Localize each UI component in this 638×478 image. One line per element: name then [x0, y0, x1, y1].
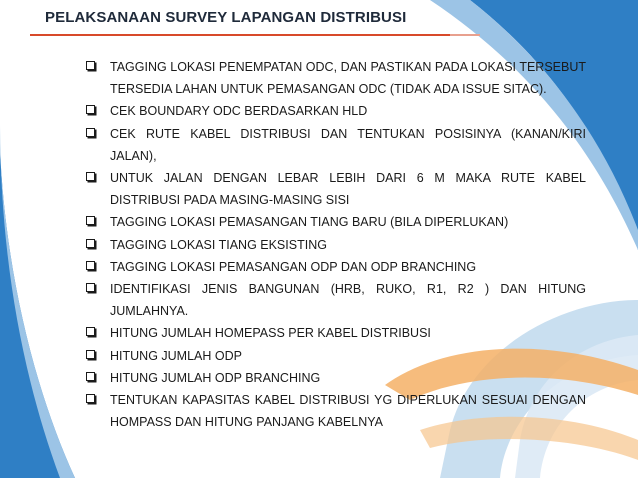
checkbox-square-icon	[86, 283, 95, 292]
checkbox-square-icon	[86, 105, 95, 114]
checkbox-square-icon	[86, 172, 95, 181]
checkbox-square-icon	[86, 239, 95, 248]
bullet-text: CEK RUTE KABEL DISTRIBUSI DAN TENTUKAN POSISINYA (KANAN/KIRI JALAN),	[110, 126, 586, 163]
bullet-text: HITUNG JUMLAH HOMEPASS PER KABEL DISTRIBUSI	[110, 326, 431, 341]
bullet-item	[84, 234, 586, 256]
bullet-item	[84, 167, 586, 211]
bullet-text: TAGGING LOKASI PENEMPATAN ODC, DAN PASTIKAN PADA LOKASI TERSEBUT TERSEDIA LAHAN UNTUK PEMASANGAN ODC (TIDAK ADA ISSUE SITAC).	[110, 60, 586, 97]
bullet-text: IDENTIFIKASI JENIS BANGUNAN (HRB, RUKO, R1, R2 ) DAN HITUNG JUMLAHNYA.	[110, 282, 586, 319]
checkbox-square-icon	[86, 394, 95, 403]
checkbox-square-icon	[86, 327, 95, 336]
bullet-text: TAGGING LOKASI PEMASANGAN ODP DAN ODP BRANCHING	[110, 259, 477, 274]
checkbox-square-icon	[86, 261, 95, 270]
bullet-item	[84, 211, 586, 233]
bullet-item	[84, 256, 586, 278]
bullet-item	[84, 322, 586, 344]
bullet-text: UNTUK JALAN DENGAN LEBAR LEBIH DARI 6 M MAKA RUTE KABEL DISTRIBUSI PADA MASING-MASING SISI	[110, 171, 586, 208]
bullet-item	[84, 123, 586, 167]
title-underline-fade	[450, 34, 480, 36]
bullet-item	[84, 100, 586, 122]
bullet-list	[84, 56, 586, 433]
checkbox-square-icon	[86, 350, 95, 359]
checkbox-square-icon	[86, 128, 95, 137]
bullet-item	[84, 345, 586, 367]
bullet-item	[84, 367, 586, 389]
bullet-text: HITUNG JUMLAH ODP	[110, 348, 242, 363]
slide-title: PELAKSANAAN SURVEY LAPANGAN DISTRIBUSI	[45, 9, 407, 26]
bullet-item	[84, 389, 586, 433]
checkbox-square-icon	[86, 61, 95, 70]
bullet-item	[84, 278, 586, 322]
bullet-text: TAGGING LOKASI TIANG EKSISTING	[110, 237, 327, 252]
bullet-text: TAGGING LOKASI PEMASANGAN TIANG BARU (BILA DIPERLUKAN)	[110, 215, 509, 230]
bullet-text: TENTUKAN KAPASITAS KABEL DISTRIBUSI YG DIPERLUKAN SESUAI DENGAN HOMPASS DAN HITUNG PANJANG KABELNYA	[110, 393, 586, 430]
checkbox-square-icon	[86, 216, 95, 225]
bullet-text: CEK BOUNDARY ODC BERDASARKAN HLD	[110, 104, 368, 119]
checkbox-square-icon	[86, 372, 95, 381]
bullet-item	[84, 56, 586, 100]
left-blue-swoosh	[0, 150, 75, 478]
title-underline-rule	[30, 34, 450, 36]
bullet-text: HITUNG JUMLAH ODP BRANCHING	[110, 370, 321, 385]
